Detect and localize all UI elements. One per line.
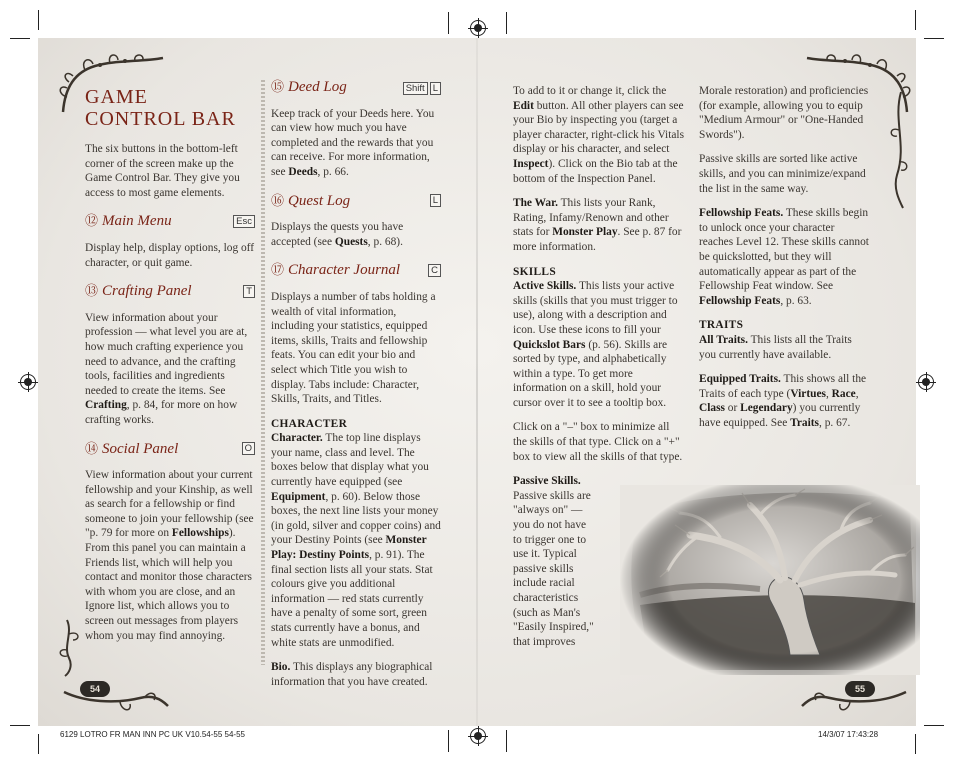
text: Displays the quests you have accepted (see xyxy=(271,221,404,248)
bold-ref: Race xyxy=(831,387,856,400)
vine-ornament-bottom-left xyxy=(60,672,170,716)
gnarled-tree-illustration xyxy=(620,485,920,675)
item-number: ⑰ xyxy=(271,262,285,278)
passive-skills-text xyxy=(513,474,595,649)
bold-ref: Edit xyxy=(513,99,534,112)
text: , p. 63. xyxy=(780,294,812,307)
bold-ref: Traits xyxy=(790,416,819,429)
title-line-2: CONTROL BAR xyxy=(85,108,236,130)
text: , p. 91). The final section lists all your stats. Stat colours give you additional information — red stats currently have a penalty of some sort, green stats currently have a bonus, and white stats are unmodified. xyxy=(271,549,433,649)
bold-ref: Inspect xyxy=(513,157,549,170)
section-title: Crafting Panel xyxy=(102,283,192,300)
crop-mark xyxy=(38,10,39,30)
the-war-text xyxy=(513,196,685,254)
section-title: Deed Log xyxy=(288,79,347,95)
section-title: Character Journal xyxy=(288,262,401,279)
text: , p. 66. xyxy=(317,165,349,178)
key-badge: C xyxy=(428,264,441,277)
main-menu-text: Display help, display options, log off character, or quit game. xyxy=(85,241,255,269)
character-section xyxy=(271,417,441,651)
key-badge: T xyxy=(243,285,255,298)
text: , p. 60). Below those boxes, the next line lists your money (in gold, silver and copper coins) and your Destiny Points (see xyxy=(271,490,441,547)
page-number-left: 54 xyxy=(80,681,110,697)
text: This displays any biographical information that you have created. xyxy=(271,661,433,688)
quest-log-text xyxy=(271,220,441,249)
crop-mark xyxy=(924,38,944,39)
lead-term: Active Skills. xyxy=(513,280,577,293)
text: The top line displays your name, class and level. The boxes below that display what you currently have equipped (see xyxy=(271,432,429,489)
key-badge: O xyxy=(242,442,255,455)
text: This shows all the Traits of each type ( xyxy=(699,373,867,400)
text: View information about your profession — what level you are at, how much crafting experience you need to advance, and the crafting tools, facilities and ingredients needed to create the items. See xyxy=(85,311,248,397)
text: This lists your active skills (skills that you must trigger to use), along with a description and icon. Use these icons to fill your xyxy=(513,280,678,336)
crop-mark xyxy=(506,12,507,34)
key-badge: Shift xyxy=(403,82,428,95)
bold-ref: Class xyxy=(699,402,725,415)
gutter-shadow xyxy=(476,38,478,726)
text: , p. 68). xyxy=(367,235,403,248)
right-column-2 xyxy=(699,84,871,440)
crop-mark xyxy=(506,730,507,752)
text: ). From this panel you can maintain a Friends list, which will help you contact and monitor those characters with whom you are close, and an Ignore list, which allows you to screen out messages from players whom you may find annoying. xyxy=(85,527,252,642)
bold-ref: Monster Play: Destiny Points xyxy=(271,534,427,562)
text: This lists all the Traits you currently have available. xyxy=(699,333,852,361)
morale-text: Morale restoration) and proficiencies (for example, allowing you to equip "Medium Armour" or "One-Handed Swords"). xyxy=(699,85,869,141)
crop-mark xyxy=(448,12,449,34)
key-badge: L xyxy=(430,194,441,207)
text: . See p. 87 for more information. xyxy=(513,226,682,253)
crop-mark xyxy=(38,734,39,754)
bold-ref: Quickslot Bars xyxy=(513,338,586,351)
lead-term: The War. xyxy=(513,197,558,210)
item-number: ⑯ xyxy=(271,192,285,208)
bold-ref: Equipment xyxy=(271,490,326,503)
text: , xyxy=(825,387,832,400)
text: , p. 67. xyxy=(819,416,851,429)
text: This lists your Rank, Rating, Infamy/Renown and other stats for xyxy=(513,197,669,239)
text: Keep track of your Deeds here. You can view how much you have completed and the rewards that you can receive. For more information, see xyxy=(271,107,435,178)
text: View information about your current fellowship and your Kinship, as well as search for a fellowship or find someone to join your fellowship (see "p. 79 for more on xyxy=(85,469,254,540)
key-badge: L xyxy=(430,82,441,95)
bold-ref: Fellowship Feats xyxy=(699,294,781,307)
bio-continued-text xyxy=(513,84,685,186)
text: ). Click on the Bio tab at the bottom of the Inspection Panel. xyxy=(513,157,678,185)
text: button. All other players can see your Bio by inspecting you (target a player character, right-click his Vitals display or his character, and select xyxy=(513,99,685,156)
registration-mark-icon xyxy=(918,374,934,390)
registration-mark-icon xyxy=(20,374,36,390)
social-panel-heading xyxy=(85,442,255,457)
crop-mark xyxy=(915,10,916,30)
equipped-traits-text xyxy=(699,372,871,430)
page-title xyxy=(85,86,255,130)
bold-ref: Legendary xyxy=(740,402,793,415)
registration-mark-icon xyxy=(470,728,486,744)
item-number: ⑬ xyxy=(85,283,99,299)
passive-sort-text: Passive skills are sorted like active skills, and you can minimize/expand the list in the same way. xyxy=(699,153,866,195)
section-title: Main Menu xyxy=(102,213,172,230)
crafting-panel-text xyxy=(85,311,255,428)
fellowship-feats-text xyxy=(699,206,871,308)
bold-ref: Quests xyxy=(334,235,368,248)
deed-log-heading xyxy=(271,80,441,95)
lead-term: Fellowship Feats. xyxy=(699,207,784,220)
character-journal-heading xyxy=(271,263,441,278)
text: (p. 56). Skills are sorted by type, and alphabetically within a type. To get more information on a skill, hold your cursor over it to see a tooltip box. xyxy=(513,338,668,409)
bold-ref: Deeds xyxy=(288,165,318,178)
crop-mark xyxy=(10,725,30,726)
item-number: ⑮ xyxy=(271,79,285,94)
item-number: ⑫ xyxy=(85,213,99,229)
bold-ref: Monster Play xyxy=(552,226,618,239)
lead-term: All Traits. xyxy=(699,333,748,346)
item-number: ⑭ xyxy=(85,440,99,456)
traits-section xyxy=(699,318,871,362)
text: or xyxy=(724,402,741,415)
vine-ornament-right-margin xyxy=(885,90,915,210)
title-line-1: GAME xyxy=(85,86,148,108)
print-slug-left: 6129 LOTRO FR MAN INN PC UK V10.54-55 54-55 xyxy=(60,730,245,739)
crafting-panel-heading xyxy=(85,284,255,299)
quest-log-heading xyxy=(271,194,441,209)
crop-mark xyxy=(915,734,916,754)
column-divider xyxy=(261,80,265,665)
print-slug-right: 14/3/07 17:43:28 xyxy=(818,730,879,739)
character-journal-text: Displays a number of tabs holding a wealth of vital information, including your statistics, equipped items, skills, Traits and fellowship feats. You can edit your bio and select which Title you wish to display. Tabs include: Character, Skills, Traits, and Titles. xyxy=(271,290,436,406)
social-panel-text xyxy=(85,468,255,643)
intro-text: The six buttons in the bottom-left corner of the screen make up the Game Control Bar. They give you access to most game elements. xyxy=(85,143,240,199)
skills-section xyxy=(513,265,685,411)
text: , xyxy=(855,387,859,400)
minimize-text: Click on a "–" box to minimize all the skills of that type. Click on a "+" box to view all the skills of that type. xyxy=(513,421,683,463)
bold-ref: Crafting xyxy=(85,399,127,412)
bold-ref: Virtues xyxy=(790,387,826,400)
section-title: Social Panel xyxy=(102,440,179,457)
crop-mark xyxy=(448,730,449,752)
crop-mark xyxy=(10,38,30,39)
crop-mark xyxy=(924,725,944,726)
left-column-1 xyxy=(85,86,255,653)
subheading: CHARACTER xyxy=(271,417,348,430)
key-badge: Esc xyxy=(233,215,255,228)
bold-ref: Fellowships xyxy=(171,527,229,540)
deed-log-text xyxy=(271,107,441,180)
text: These skills begin to unlock once your character reaches Level 12. These skills cannot be quickslotted, but they will automatically appear as part of the Fellowship Feat window. See xyxy=(699,207,869,293)
lead-term: Bio. xyxy=(271,661,291,674)
text: Passive skills are "always on" — you do not have to trigger one to use it. Typical passive skills include racial characteristics (such as Man's "Easily Inspired," that improves xyxy=(513,489,594,648)
bio-text xyxy=(271,660,441,689)
subheading: TRAITS xyxy=(699,319,744,332)
text: To add to it or change it, click the xyxy=(513,85,667,97)
left-column-2 xyxy=(271,80,441,699)
main-menu-heading xyxy=(85,214,255,229)
text: ) you currently have equipped. See xyxy=(699,402,861,429)
lead-term: Equipped Traits. xyxy=(699,373,781,386)
page-number-right: 55 xyxy=(845,681,875,697)
registration-mark-icon xyxy=(470,20,486,36)
text: , p. 84, for more on how crafting works. xyxy=(85,399,238,426)
subheading: SKILLS xyxy=(513,265,556,278)
lead-term: Character. xyxy=(271,432,323,445)
section-title: Quest Log xyxy=(288,192,351,209)
lead-term: Passive Skills. xyxy=(513,475,581,488)
